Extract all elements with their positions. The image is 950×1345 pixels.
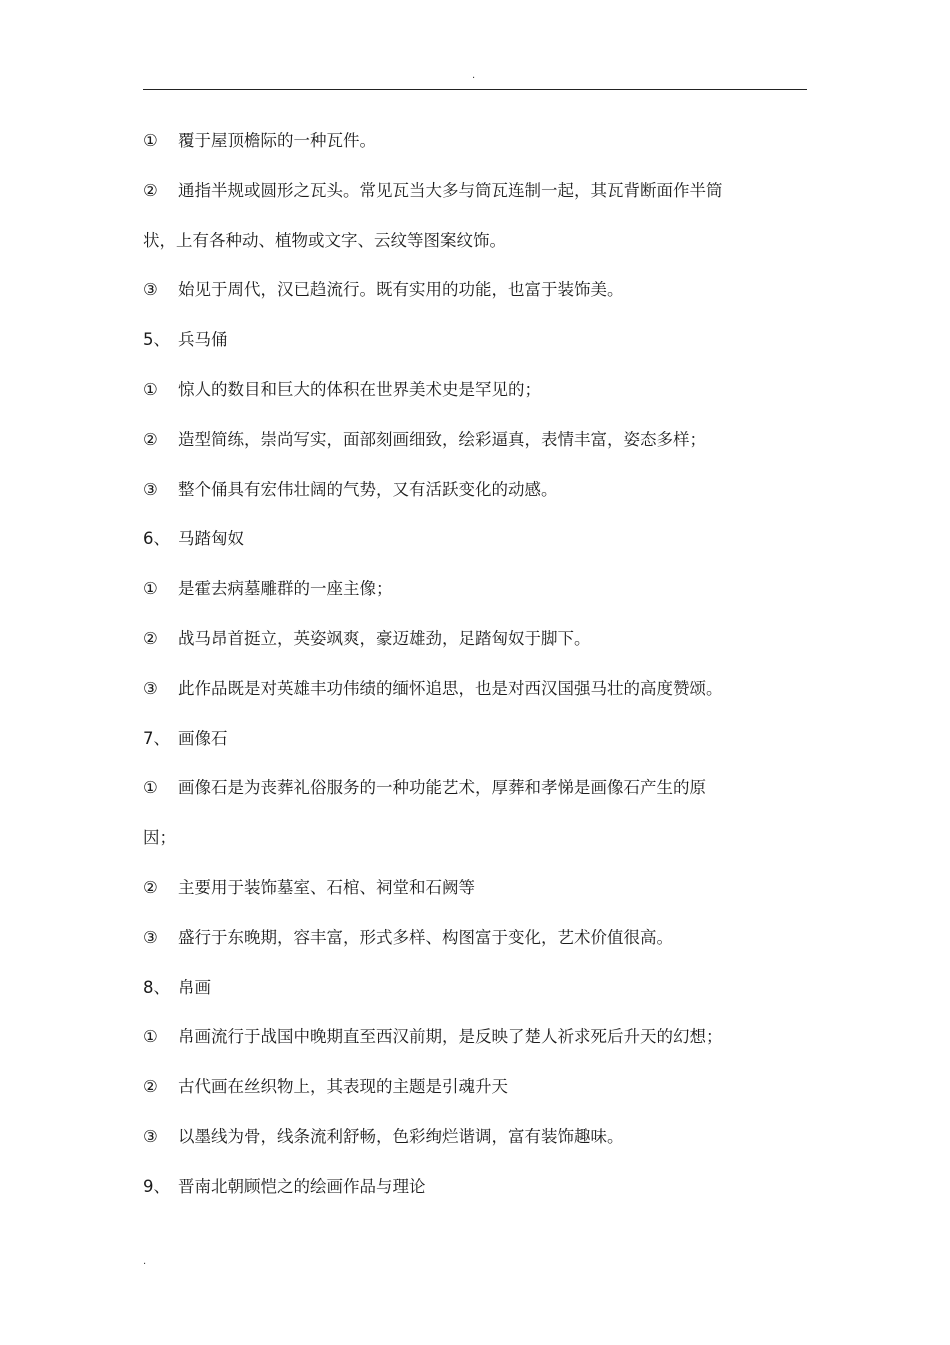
- line-text: 因；: [143, 828, 176, 847]
- text-line: [143, 976, 807, 1000]
- text-line: [143, 876, 807, 900]
- text-line: [143, 727, 807, 751]
- line-text: 状，上有各种动、植物或文字、云纹等图案纹饰。: [143, 231, 506, 250]
- list-marker: 9、: [143, 1177, 170, 1196]
- line-text: 惊人的数目和巨大的体积在世界美术史是罕见的；: [178, 380, 541, 399]
- list-marker: ③: [143, 280, 158, 299]
- list-marker: 8、: [143, 978, 170, 997]
- list-marker: ①: [143, 1027, 158, 1046]
- text-line: [143, 278, 807, 302]
- line-text: 古代画在丝织物上，其表现的主题是引魂升天: [178, 1077, 508, 1096]
- list-marker: ②: [143, 1077, 158, 1096]
- text-line: [143, 179, 807, 203]
- text-line: [143, 229, 807, 253]
- list-marker: ①: [143, 380, 158, 399]
- text-line: [143, 478, 807, 502]
- line-text: 此作品既是对英雄丰功伟绩的缅怀追思，也是对西汉国强马壮的高度赞颂。: [178, 679, 723, 698]
- text-line: [143, 1025, 807, 1049]
- line-text: 战马昂首挺立，英姿飒爽，豪迈雄劲，足踏匈奴于脚下。: [178, 629, 591, 648]
- list-marker: ③: [143, 928, 158, 947]
- line-text: 画像石是为丧葬礼俗服务的一种功能艺术，厚葬和孝悌是画像石产生的原: [178, 778, 706, 797]
- list-marker: ①: [143, 131, 158, 150]
- line-text: 马踏匈奴: [178, 529, 244, 548]
- list-marker: ①: [143, 778, 158, 797]
- list-marker: ③: [143, 480, 158, 499]
- text-line: [143, 926, 807, 950]
- list-marker: 7、: [143, 729, 170, 748]
- text-line: [143, 428, 807, 452]
- header-dot: .: [472, 70, 476, 81]
- list-marker: ③: [143, 1127, 158, 1146]
- list-marker: 5、: [143, 330, 170, 349]
- header-rule: [143, 89, 807, 90]
- line-text: 是霍去病墓雕群的一座主像；: [178, 579, 393, 598]
- line-text: 主要用于装饰墓室、石棺、祠堂和石阙等: [178, 878, 475, 897]
- list-marker: ②: [143, 181, 158, 200]
- line-text: 帛画流行于战国中晚期直至西汉前期，是反映了楚人祈求死后升天的幻想；: [178, 1027, 723, 1046]
- list-marker: ①: [143, 579, 158, 598]
- text-line: [143, 776, 807, 800]
- list-marker: ②: [143, 430, 158, 449]
- line-text: 覆于屋顶檐际的一种瓦件。: [178, 131, 376, 150]
- line-text: 通指半规或圆形之瓦头。常见瓦当大多与筒瓦连制一起，其瓦背断面作半筒: [178, 181, 723, 200]
- line-text: 始见于周代，汉已趋流行。既有实用的功能，也富于装饰美。: [178, 280, 624, 299]
- line-text: 帛画: [178, 978, 211, 997]
- line-text: 晋南北朝顾恺之的绘画作品与理论: [178, 1177, 426, 1196]
- list-marker: ③: [143, 679, 158, 698]
- text-line: [143, 129, 807, 153]
- footer-dot: .: [143, 1256, 147, 1267]
- line-text: 整个俑具有宏伟壮阔的气势，又有活跃变化的动感。: [178, 480, 558, 499]
- line-text: 造型简练，崇尚写实，面部刻画细致，绘彩逼真，表情丰富，姿态多样；: [178, 430, 706, 449]
- text-line: [143, 677, 807, 701]
- text-line: [143, 577, 807, 601]
- text-line: [143, 627, 807, 651]
- list-marker: ②: [143, 878, 158, 897]
- list-marker: ②: [143, 629, 158, 648]
- line-text: 兵马俑: [178, 330, 228, 349]
- text-line: [143, 1125, 807, 1149]
- line-text: 盛行于东晚期，容丰富，形式多样、构图富于变化，艺术价值很高。: [178, 928, 673, 947]
- text-line: [143, 1075, 807, 1099]
- text-line: [143, 378, 807, 402]
- list-marker: 6、: [143, 529, 170, 548]
- text-line: [143, 527, 807, 551]
- text-line: [143, 826, 807, 850]
- line-text: 画像石: [178, 729, 228, 748]
- text-line: [143, 328, 807, 352]
- text-line: [143, 1175, 807, 1199]
- line-text: 以墨线为骨，线条流利舒畅，色彩绚烂谐调，富有装饰趣味。: [178, 1127, 624, 1146]
